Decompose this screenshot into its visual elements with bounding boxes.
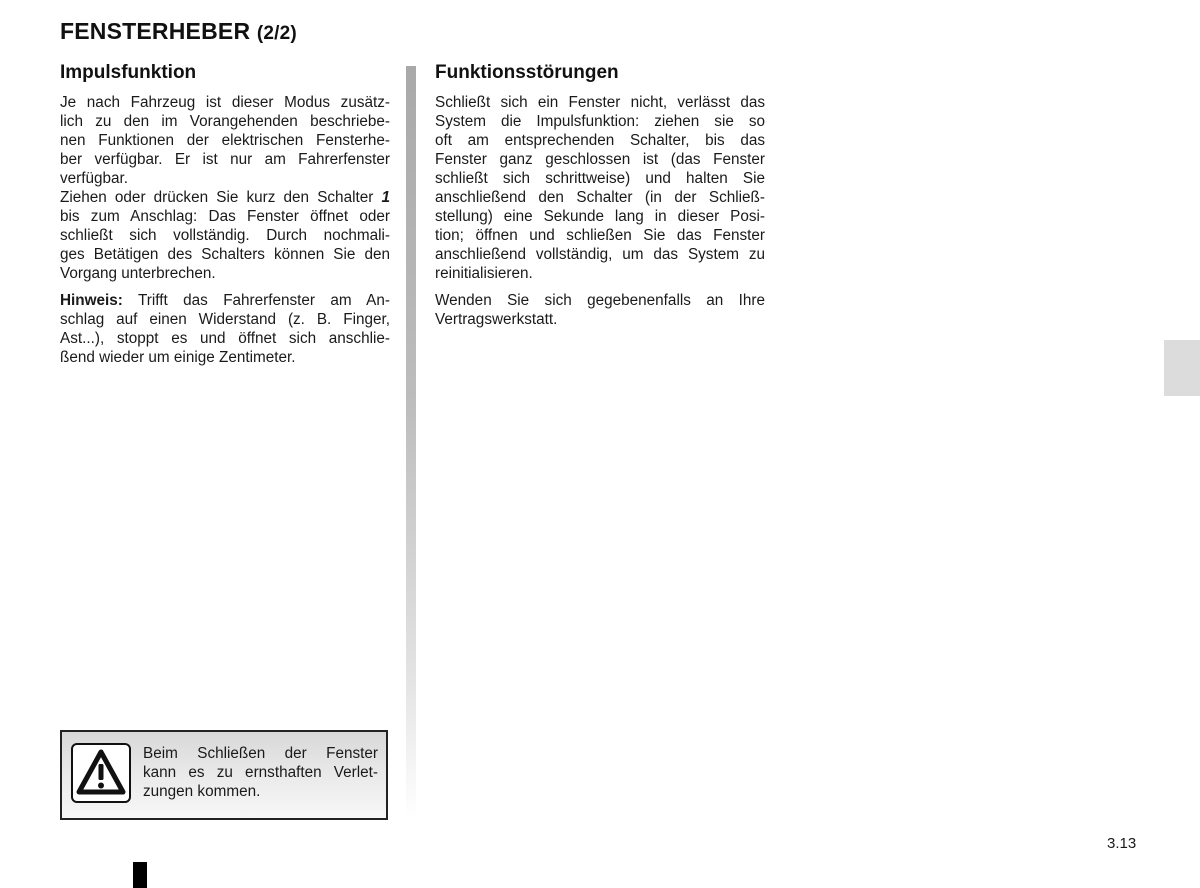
warning-line: zungen kommen.	[143, 783, 261, 800]
text-line: Schließt sich ein Fenster nicht, verlässt das	[435, 94, 765, 111]
text-line: System die Impulsfunktion: ziehen sie so	[435, 113, 765, 130]
note-label: Hinweis:	[60, 292, 123, 309]
text-line: verfügbar.	[60, 170, 129, 187]
text-line	[60, 291, 390, 310]
text-line: stellung) eine Sekunde lang in dieser Posi-	[435, 208, 765, 225]
section-heading-funktionsstoerungen: Funktionsstörungen	[435, 62, 619, 83]
page-title-text: FENSTERHEBER	[60, 18, 251, 44]
warning-text	[143, 744, 378, 801]
paragraph-switch-usage	[60, 188, 390, 283]
text-line: schließt sich schrittweise) und halten Sie	[435, 170, 765, 187]
right-column	[435, 62, 765, 337]
section-heading-impulsfunktion: Impulsfunktion	[60, 62, 197, 83]
paragraph-malfunction	[435, 93, 765, 283]
text-line	[60, 188, 390, 207]
text-line: schließt sich vollständig. Durch nochmali-	[60, 227, 390, 244]
text-line: ges Betätigen des Schalters können Sie den	[60, 246, 390, 263]
text-line: Vertragswerkstatt.	[435, 311, 558, 328]
text-line: nen Funktionen der elektrischen Fensterhe-	[60, 132, 390, 149]
text-line: reinitialisieren.	[435, 265, 533, 282]
left-column	[60, 62, 390, 375]
warning-line: Beim Schließen der Fenster	[143, 745, 378, 762]
text-line-start: Ziehen oder drücken Sie kurz den Schalter	[60, 189, 382, 206]
note-text-start: Trifft das Fahrerfenster am An-	[122, 292, 390, 309]
text-line: tion; öffnen und schließen Sie das Fenster	[435, 227, 765, 244]
text-line: ber verfügbar. Er ist nur am Fahrerfenster	[60, 151, 390, 168]
paragraph-note	[60, 291, 390, 367]
paragraph-workshop	[435, 291, 765, 329]
page-title-part: (2/2)	[256, 23, 297, 44]
text-line: Je nach Fahrzeug ist dieser Modus zusätz-	[60, 94, 390, 111]
text-line: ßend wieder um einige Zentimeter.	[60, 349, 296, 366]
text-line: Vorgang unterbrechen.	[60, 265, 216, 282]
warning-line: kann es zu ernsthaften Verlet-	[143, 764, 378, 781]
warning-box	[60, 730, 388, 820]
text-line: anschließend vollständig, um das System zu	[435, 246, 765, 263]
text-line: Fenster ganz geschlossen ist (das Fenster	[435, 151, 765, 168]
switch-number: 1	[381, 189, 390, 206]
text-line: Ast...), stoppt es und öffnet sich anschlie-	[60, 330, 390, 347]
crop-mark	[133, 862, 147, 888]
text-line: Wenden Sie sich gegebenenfalls an Ihre	[435, 292, 765, 309]
text-line: schlag auf einen Widerstand (z. B. Finger,	[60, 311, 390, 328]
text-line: oft am entsprechenden Schalter, bis das	[435, 132, 765, 149]
text-line: lich zu den im Vorangehenden beschriebe-	[60, 113, 390, 130]
chapter-tab	[1164, 340, 1200, 396]
page-title	[60, 18, 297, 45]
column-divider	[406, 66, 416, 818]
page-number: 3.13	[1107, 835, 1137, 852]
warning-triangle-icon	[71, 743, 131, 803]
paragraph-mode-availability	[60, 93, 390, 188]
text-line: bis zum Anschlag: Das Fenster öffnet oder	[60, 208, 390, 225]
text-line: anschließend den Schalter (in der Schließ-	[435, 189, 765, 206]
